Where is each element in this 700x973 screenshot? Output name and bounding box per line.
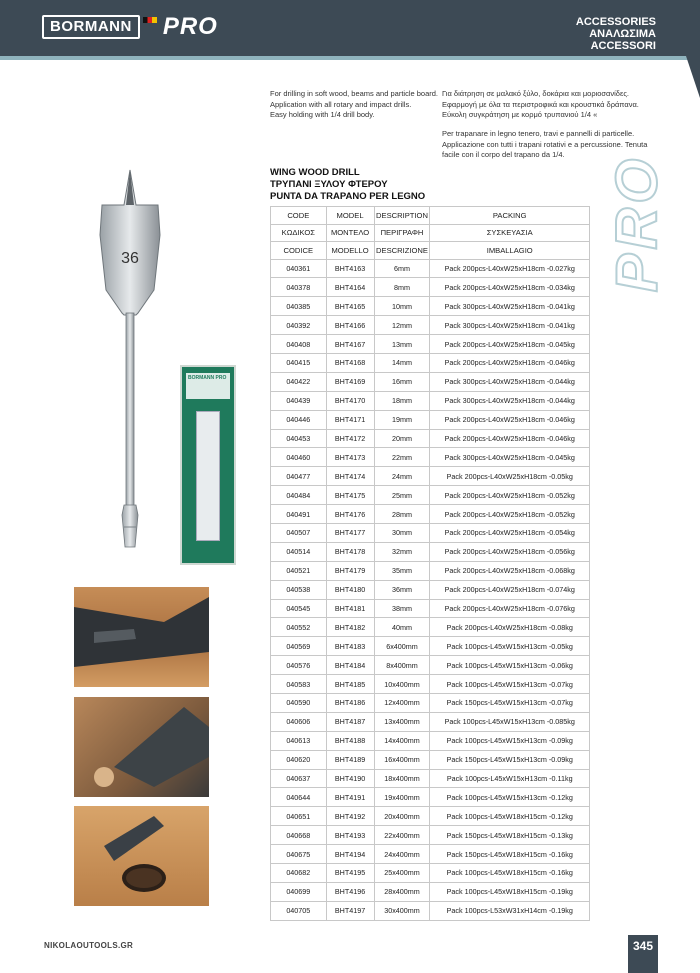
header-description: ΠΕΡΙΓΡΑΦΗ bbox=[374, 224, 430, 242]
cell-model: BHT4172 bbox=[326, 429, 374, 448]
cell-description: 16mm bbox=[374, 372, 430, 391]
header-band bbox=[0, 0, 700, 56]
cell-packing: Pack 100pcs-L45xW15xH13cm -0.05kg bbox=[430, 637, 590, 656]
cell-packing: Pack 200pcs-L40xW25xH18cm -0.05kg bbox=[430, 467, 590, 486]
cell-packing: Pack 300pcs-L40xW25xH18cm -0.044kg bbox=[430, 372, 590, 391]
cell-model: BHT4168 bbox=[326, 353, 374, 372]
table-header-row bbox=[271, 207, 590, 225]
table-row bbox=[271, 769, 590, 788]
cell-description: 8x400mm bbox=[374, 656, 430, 675]
cell-model: BHT4196 bbox=[326, 882, 374, 901]
table-row bbox=[271, 712, 590, 731]
cell-model: BHT4177 bbox=[326, 523, 374, 542]
cell-packing: Pack 200pcs-L40xW25xH18cm -0.076kg bbox=[430, 599, 590, 618]
table-row bbox=[271, 788, 590, 807]
cell-description: 18mm bbox=[374, 391, 430, 410]
table-header bbox=[271, 207, 590, 260]
pro-watermark-text: PRO bbox=[604, 154, 670, 293]
cell-code: 040415 bbox=[271, 353, 327, 372]
cell-description: 22mm bbox=[374, 448, 430, 467]
header-packing: ΣΥΣΚΕΥΑΣΙΑ bbox=[430, 224, 590, 242]
table-row bbox=[271, 561, 590, 580]
table-row bbox=[271, 731, 590, 750]
table-row bbox=[271, 297, 590, 316]
table-row bbox=[271, 901, 590, 920]
cell-model: BHT4197 bbox=[326, 901, 374, 920]
cell-code: 040552 bbox=[271, 618, 327, 637]
cell-model: BHT4166 bbox=[326, 316, 374, 335]
table-row bbox=[271, 467, 590, 486]
cell-code: 040491 bbox=[271, 505, 327, 524]
cell-code: 040446 bbox=[271, 410, 327, 429]
table-row bbox=[271, 391, 590, 410]
package-window bbox=[196, 411, 220, 541]
brand-suffix: PRO bbox=[162, 13, 218, 40]
description-it: Per trapanare in legno tenero, travi e pannelli di particelle. Applicazione con tutti i trapani rotativi e a percussione. Tenuta facile con il corpo del trapano da 1/4. bbox=[442, 129, 648, 159]
table-row bbox=[271, 259, 590, 278]
usage-photo-3 bbox=[74, 806, 209, 906]
cell-code: 040590 bbox=[271, 693, 327, 712]
table-row bbox=[271, 750, 590, 769]
cell-description: 6mm bbox=[374, 259, 430, 278]
table-row bbox=[271, 278, 590, 297]
cell-packing: Pack 200pcs-L40xW25xH18cm -0.046kg bbox=[430, 429, 590, 448]
cell-code: 040484 bbox=[271, 486, 327, 505]
table-header-row bbox=[271, 224, 590, 242]
cell-code: 040606 bbox=[271, 712, 327, 731]
cell-packing: Pack 300pcs-L40xW25xH18cm -0.045kg bbox=[430, 448, 590, 467]
cell-packing: Pack 150pcs-L45xW18xH15cm -0.13kg bbox=[430, 826, 590, 845]
cell-description: 16x400mm bbox=[374, 750, 430, 769]
header-model: MODELLO bbox=[326, 242, 374, 260]
table-row bbox=[271, 410, 590, 429]
cell-model: BHT4164 bbox=[326, 278, 374, 297]
table-body bbox=[271, 259, 590, 920]
cell-packing: Pack 200pcs-L40xW25xH18cm -0.08kg bbox=[430, 618, 590, 637]
cell-description: 40mm bbox=[374, 618, 430, 637]
cell-code: 040361 bbox=[271, 259, 327, 278]
category-label-en: ACCESSORIES bbox=[575, 16, 656, 28]
cell-packing: Pack 200pcs-L40xW25xH18cm -0.052kg bbox=[430, 486, 590, 505]
header-description: DESCRIZIONE bbox=[374, 242, 430, 260]
cell-model: BHT4179 bbox=[326, 561, 374, 580]
cell-model: BHT4189 bbox=[326, 750, 374, 769]
cell-model: BHT4175 bbox=[326, 486, 374, 505]
cell-description: 10mm bbox=[374, 297, 430, 316]
cell-model: BHT4182 bbox=[326, 618, 374, 637]
table-row bbox=[271, 637, 590, 656]
cell-code: 040439 bbox=[271, 391, 327, 410]
table-row bbox=[271, 486, 590, 505]
cell-code: 040460 bbox=[271, 448, 327, 467]
usage-photo-2 bbox=[74, 697, 209, 797]
header-model: ΜΟΝΤΕΛΟ bbox=[326, 224, 374, 242]
cell-model: BHT4163 bbox=[326, 259, 374, 278]
cell-packing: Pack 100pcs-L53xW31xH14cm -0.19kg bbox=[430, 901, 590, 920]
cell-code: 040408 bbox=[271, 335, 327, 354]
cell-packing: Pack 150pcs-L45xW15xH13cm -0.09kg bbox=[430, 750, 590, 769]
product-title-it: PUNTA DA TRAPANO PER LEGNO bbox=[270, 191, 426, 202]
cell-description: 19x400mm bbox=[374, 788, 430, 807]
cell-code: 040521 bbox=[271, 561, 327, 580]
cell-packing: Pack 150pcs-L45xW18xH15cm -0.16kg bbox=[430, 845, 590, 864]
cell-model: BHT4173 bbox=[326, 448, 374, 467]
cell-model: BHT4195 bbox=[326, 864, 374, 883]
table-row bbox=[271, 316, 590, 335]
header-code: CODICE bbox=[271, 242, 327, 260]
cell-model: BHT4193 bbox=[326, 826, 374, 845]
cell-model: BHT4188 bbox=[326, 731, 374, 750]
table-row bbox=[271, 353, 590, 372]
cell-model: BHT4194 bbox=[326, 845, 374, 864]
cell-packing: Pack 100pcs-L45xW15xH13cm -0.06kg bbox=[430, 656, 590, 675]
cell-description: 13mm bbox=[374, 335, 430, 354]
cell-code: 040507 bbox=[271, 523, 327, 542]
product-title-gr: ΤΡΥΠΑΝΙ ΞΥΛΟΥ ΦΤΕΡΟΥ bbox=[270, 179, 388, 190]
cell-description: 25mm bbox=[374, 486, 430, 505]
cell-description: 13x400mm bbox=[374, 712, 430, 731]
cell-description: 14mm bbox=[374, 353, 430, 372]
cell-code: 040514 bbox=[271, 542, 327, 561]
cell-packing: Pack 100pcs-L45xW15xH13cm -0.09kg bbox=[430, 731, 590, 750]
cell-packing: Pack 200pcs-L40xW25xH18cm -0.046kg bbox=[430, 410, 590, 429]
page-number: 345 bbox=[628, 935, 658, 973]
category-label-gr: ΑΝΑΛΩΣΙΜΑ bbox=[589, 28, 656, 40]
cell-description: 14x400mm bbox=[374, 731, 430, 750]
corner-triangle bbox=[686, 56, 700, 98]
cell-model: BHT4180 bbox=[326, 580, 374, 599]
cell-code: 040613 bbox=[271, 731, 327, 750]
table-row bbox=[271, 845, 590, 864]
cell-code: 040668 bbox=[271, 826, 327, 845]
cell-model: BHT4181 bbox=[326, 599, 374, 618]
product-table bbox=[270, 206, 590, 921]
cell-model: BHT4186 bbox=[326, 693, 374, 712]
cell-packing: Pack 200pcs-L40xW25xH18cm -0.074kg bbox=[430, 580, 590, 599]
cell-description: 35mm bbox=[374, 561, 430, 580]
cell-code: 040569 bbox=[271, 637, 327, 656]
blister-package bbox=[180, 365, 236, 565]
cell-description: 6x400mm bbox=[374, 637, 430, 656]
cell-code: 040682 bbox=[271, 864, 327, 883]
table-row bbox=[271, 882, 590, 901]
cell-description: 8mm bbox=[374, 278, 430, 297]
header-packing: PACKING bbox=[430, 207, 590, 225]
cell-description: 30mm bbox=[374, 523, 430, 542]
cell-code: 040583 bbox=[271, 675, 327, 694]
table-row bbox=[271, 864, 590, 883]
cell-description: 18x400mm bbox=[374, 769, 430, 788]
cell-packing: Pack 200pcs-L40xW25xH18cm -0.027kg bbox=[430, 259, 590, 278]
cell-model: BHT4191 bbox=[326, 788, 374, 807]
cell-description: 30x400mm bbox=[374, 901, 430, 920]
table-row bbox=[271, 542, 590, 561]
table-row bbox=[271, 448, 590, 467]
cell-description: 20mm bbox=[374, 429, 430, 448]
cell-description: 24mm bbox=[374, 467, 430, 486]
cell-description: 25x400mm bbox=[374, 864, 430, 883]
cell-packing: Pack 200pcs-L40xW25xH18cm -0.034kg bbox=[430, 278, 590, 297]
cell-code: 040477 bbox=[271, 467, 327, 486]
cell-packing: Pack 200pcs-L40xW25xH18cm -0.052kg bbox=[430, 505, 590, 524]
cell-description: 28x400mm bbox=[374, 882, 430, 901]
brand-logo bbox=[42, 14, 218, 40]
cell-packing: Pack 150pcs-L45xW15xH13cm -0.07kg bbox=[430, 693, 590, 712]
cell-packing: Pack 100pcs-L45xW15xH13cm -0.085kg bbox=[430, 712, 590, 731]
cell-description: 38mm bbox=[374, 599, 430, 618]
package-brand-label: BORMANN PRO bbox=[188, 375, 227, 381]
cell-code: 040576 bbox=[271, 656, 327, 675]
footer-website[interactable]: NIKOLAOUTOOLS.GR bbox=[44, 941, 134, 950]
header-code: ΚΩΔΙΚΟΣ bbox=[271, 224, 327, 242]
cell-code: 040651 bbox=[271, 807, 327, 826]
header-code: CODE bbox=[271, 207, 327, 225]
cell-description: 20x400mm bbox=[374, 807, 430, 826]
category-labels bbox=[576, 16, 656, 52]
cell-packing: Pack 100pcs-L45xW15xH13cm -0.07kg bbox=[430, 675, 590, 694]
header-model: MODEL bbox=[326, 207, 374, 225]
table-row bbox=[271, 335, 590, 354]
table-row bbox=[271, 599, 590, 618]
cell-model: BHT4176 bbox=[326, 505, 374, 524]
cell-packing: Pack 100pcs-L45xW15xH13cm -0.11kg bbox=[430, 769, 590, 788]
cell-packing: Pack 200pcs-L40xW25xH18cm -0.054kg bbox=[430, 523, 590, 542]
cell-model: BHT4167 bbox=[326, 335, 374, 354]
cell-model: BHT4190 bbox=[326, 769, 374, 788]
cell-code: 040675 bbox=[271, 845, 327, 864]
cell-description: 12mm bbox=[374, 316, 430, 335]
cell-code: 040637 bbox=[271, 769, 327, 788]
cell-model: BHT4183 bbox=[326, 637, 374, 656]
product-title bbox=[270, 167, 425, 203]
drill-size-marking: 36 bbox=[121, 250, 139, 267]
description-en: For drilling in soft wood, beams and particle board. Application with all rotary and impact drills. Easy holding with 1/4 drill body. bbox=[270, 89, 439, 119]
cell-model: BHT4184 bbox=[326, 656, 374, 675]
table-row bbox=[271, 429, 590, 448]
table-row bbox=[271, 656, 590, 675]
cell-packing: Pack 100pcs-L45xW18xH15cm -0.12kg bbox=[430, 807, 590, 826]
cell-code: 040699 bbox=[271, 882, 327, 901]
cell-model: BHT4170 bbox=[326, 391, 374, 410]
usage-photo-1 bbox=[74, 587, 209, 687]
header-description: DESCRIPTION bbox=[374, 207, 430, 225]
cell-code: 040422 bbox=[271, 372, 327, 391]
table-row bbox=[271, 580, 590, 599]
cell-description: 22x400mm bbox=[374, 826, 430, 845]
header-packing: IMBALLAGIO bbox=[430, 242, 590, 260]
description-gr: Για διάτρηση σε μαλακό ξύλο, δοκάρια και μοριοσανίδες. Εφαρμογή με όλα τα περιστροφικά και κρουστικά δράπανα. Εύκολη συγκράτηση με κορμό τρυπανιού 1/4 « bbox=[442, 89, 639, 119]
cell-model: BHT4165 bbox=[326, 297, 374, 316]
cell-packing: Pack 200pcs-L40xW25xH18cm -0.056kg bbox=[430, 542, 590, 561]
cell-model: BHT4169 bbox=[326, 372, 374, 391]
cell-packing: Pack 200pcs-L40xW25xH18cm -0.046kg bbox=[430, 353, 590, 372]
cell-code: 040453 bbox=[271, 429, 327, 448]
cell-code: 040705 bbox=[271, 901, 327, 920]
cell-packing: Pack 100pcs-L45xW18xH15cm -0.16kg bbox=[430, 864, 590, 883]
cell-description: 10x400mm bbox=[374, 675, 430, 694]
cell-code: 040545 bbox=[271, 599, 327, 618]
cell-description: 32mm bbox=[374, 542, 430, 561]
category-label-it: ACCESSORI bbox=[590, 40, 656, 52]
table-row bbox=[271, 523, 590, 542]
cell-description: 24x400mm bbox=[374, 845, 430, 864]
cell-model: BHT4185 bbox=[326, 675, 374, 694]
cell-code: 040620 bbox=[271, 750, 327, 769]
cell-packing: Pack 200pcs-L40xW25xH18cm -0.045kg bbox=[430, 335, 590, 354]
cell-model: BHT4174 bbox=[326, 467, 374, 486]
cell-description: 36mm bbox=[374, 580, 430, 599]
cell-model: BHT4171 bbox=[326, 410, 374, 429]
cell-description: 12x400mm bbox=[374, 693, 430, 712]
cell-packing: Pack 200pcs-L40xW25xH18cm -0.068kg bbox=[430, 561, 590, 580]
table-row bbox=[271, 826, 590, 845]
cell-packing: Pack 100pcs-L45xW18xH15cm -0.19kg bbox=[430, 882, 590, 901]
table-row bbox=[271, 372, 590, 391]
cell-packing: Pack 300pcs-L40xW25xH18cm -0.044kg bbox=[430, 391, 590, 410]
cell-packing: Pack 100pcs-L45xW15xH13cm -0.12kg bbox=[430, 788, 590, 807]
cell-code: 040392 bbox=[271, 316, 327, 335]
table-row bbox=[271, 675, 590, 694]
product-title-en: WING WOOD DRILL bbox=[270, 167, 360, 178]
table-row bbox=[271, 618, 590, 637]
cell-code: 040378 bbox=[271, 278, 327, 297]
cell-packing: Pack 300pcs-L40xW25xH18cm -0.041kg bbox=[430, 297, 590, 316]
cell-code: 040385 bbox=[271, 297, 327, 316]
cell-code: 040644 bbox=[271, 788, 327, 807]
cell-model: BHT4178 bbox=[326, 542, 374, 561]
table-row bbox=[271, 505, 590, 524]
cell-description: 19mm bbox=[374, 410, 430, 429]
spade-drill-bit-illustration bbox=[80, 165, 180, 555]
flag-icon bbox=[143, 17, 157, 23]
header-stripe bbox=[0, 56, 700, 60]
cell-code: 040538 bbox=[271, 580, 327, 599]
table-row bbox=[271, 807, 590, 826]
table-row bbox=[271, 693, 590, 712]
cell-packing: Pack 300pcs-L40xW25xH18cm -0.041kg bbox=[430, 316, 590, 335]
brand-name: BORMANN bbox=[42, 15, 140, 39]
table-header-row bbox=[271, 242, 590, 260]
cell-description: 28mm bbox=[374, 505, 430, 524]
cell-model: BHT4192 bbox=[326, 807, 374, 826]
cell-model: BHT4187 bbox=[326, 712, 374, 731]
